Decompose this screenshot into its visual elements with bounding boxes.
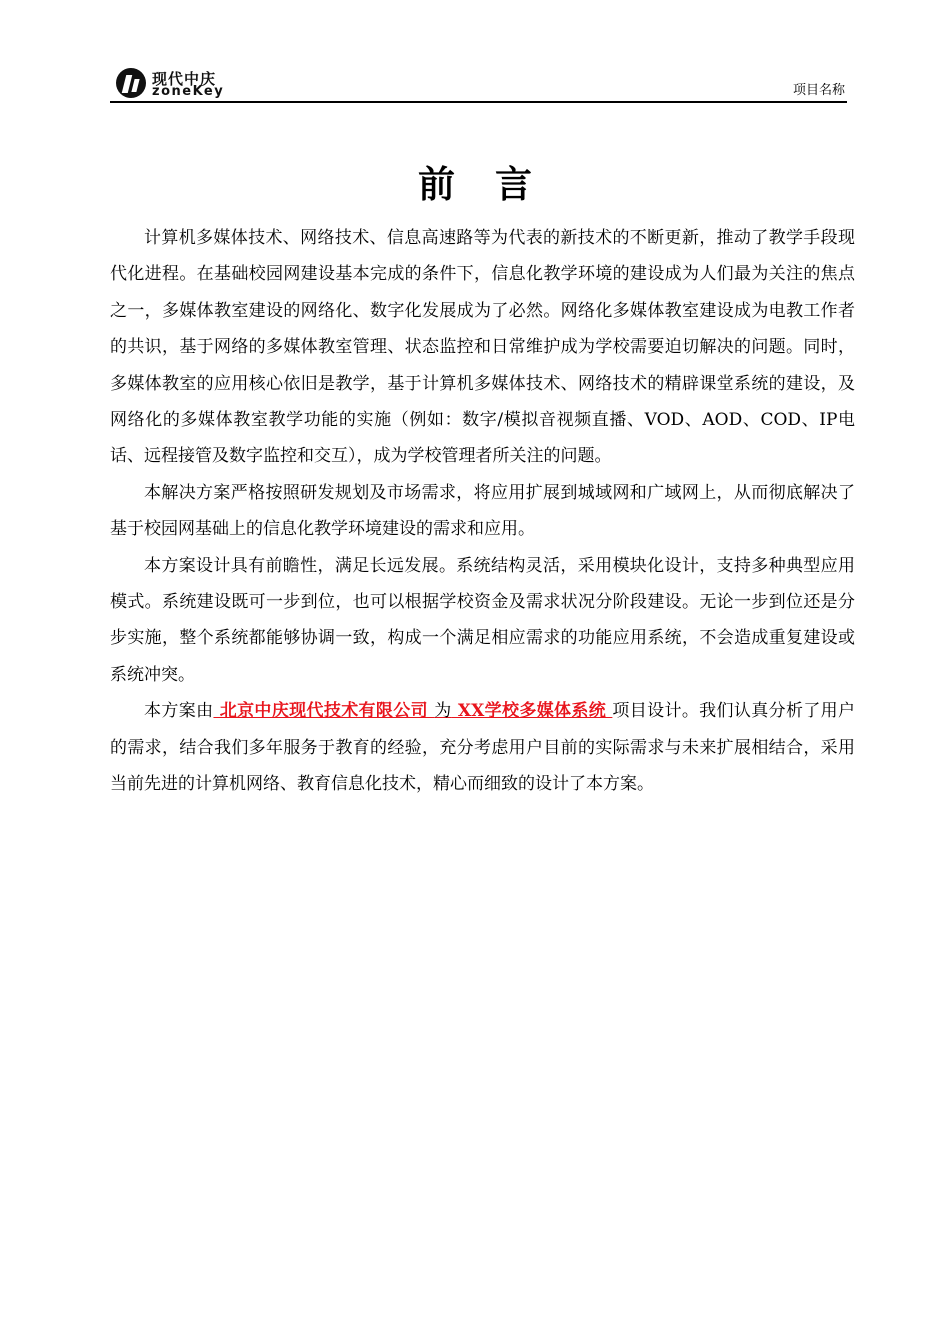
- p4-mid: 为: [434, 701, 452, 722]
- p4-prefix: 本方案由: [144, 701, 214, 722]
- paragraph-4: [110, 693, 855, 802]
- logo-mark-icon: [116, 68, 146, 98]
- project-name: 项目名称: [792, 83, 845, 98]
- p4-suffix: 项目设计。我们认真分析了用户的需求，结合我们多年服务于教育的经验，充分考虑用户目前的实际需求与未来扩展相结合，采用当前先进的计算机网络、教育信息化技术，精心而细致的设计了本方案。: [110, 701, 856, 795]
- logo-english-text: zoneKey: [152, 84, 225, 99]
- logo-chinese-text: 现代中庆: [152, 70, 217, 88]
- paragraph-1: 计算机多媒体技术、网络技术、信息高速路等为代表的新技术的不断更新，推动了教学手段现代化进程。在基础校园网建设基本完成的条件下，信息化教学环境的建设成为人们最为关注的焦点之一，多媒体教室建设的网络化、数字化发展成为了必然。网络化多媒体教室建设成为电教工作者的共识，基于网络的多媒体教室管理、状态监控和日常维护成为学校需要迫切解决的问题。同时，多媒体教室的应用核心依旧是教学，基于计算机多媒体技术、网络技术的精辟课堂系统的建设，及网络化的多媒体教室教学功能的实施（例如：数字/模拟音视频直播、VOD、AOD、COD、IP电话、远程接管及数字监控和交互），成为学校管理者所关注的问题。: [110, 228, 855, 467]
- client-name-highlight: XX学校多媒体系统: [451, 701, 613, 722]
- document-body: [110, 220, 855, 803]
- company-name-highlight: 北京中庆现代技术有限公司: [213, 701, 435, 722]
- company-logo: [116, 66, 266, 100]
- page-title: 前言: [418, 163, 572, 206]
- paragraph-3: 本方案设计具有前瞻性，满足长远发展。系统结构灵活，采用模块化设计，支持多种典型应用模式。系统建设既可一步到位，也可以根据学校资金及需求状况分阶段建设。无论一步到位还是分步实施，整个系统都能够协调一致，构成一个满足相应需求的功能应用系统，不会造成重复建设或系统冲突。: [110, 555, 855, 685]
- paragraph-2: 本解决方案严格按照研发规划及市场需求，将应用扩展到城域网和广域网上，从而彻底解决了基于校园网基础上的信息化教学环境建设的需求和应用。: [110, 482, 855, 540]
- page-header: [110, 64, 847, 103]
